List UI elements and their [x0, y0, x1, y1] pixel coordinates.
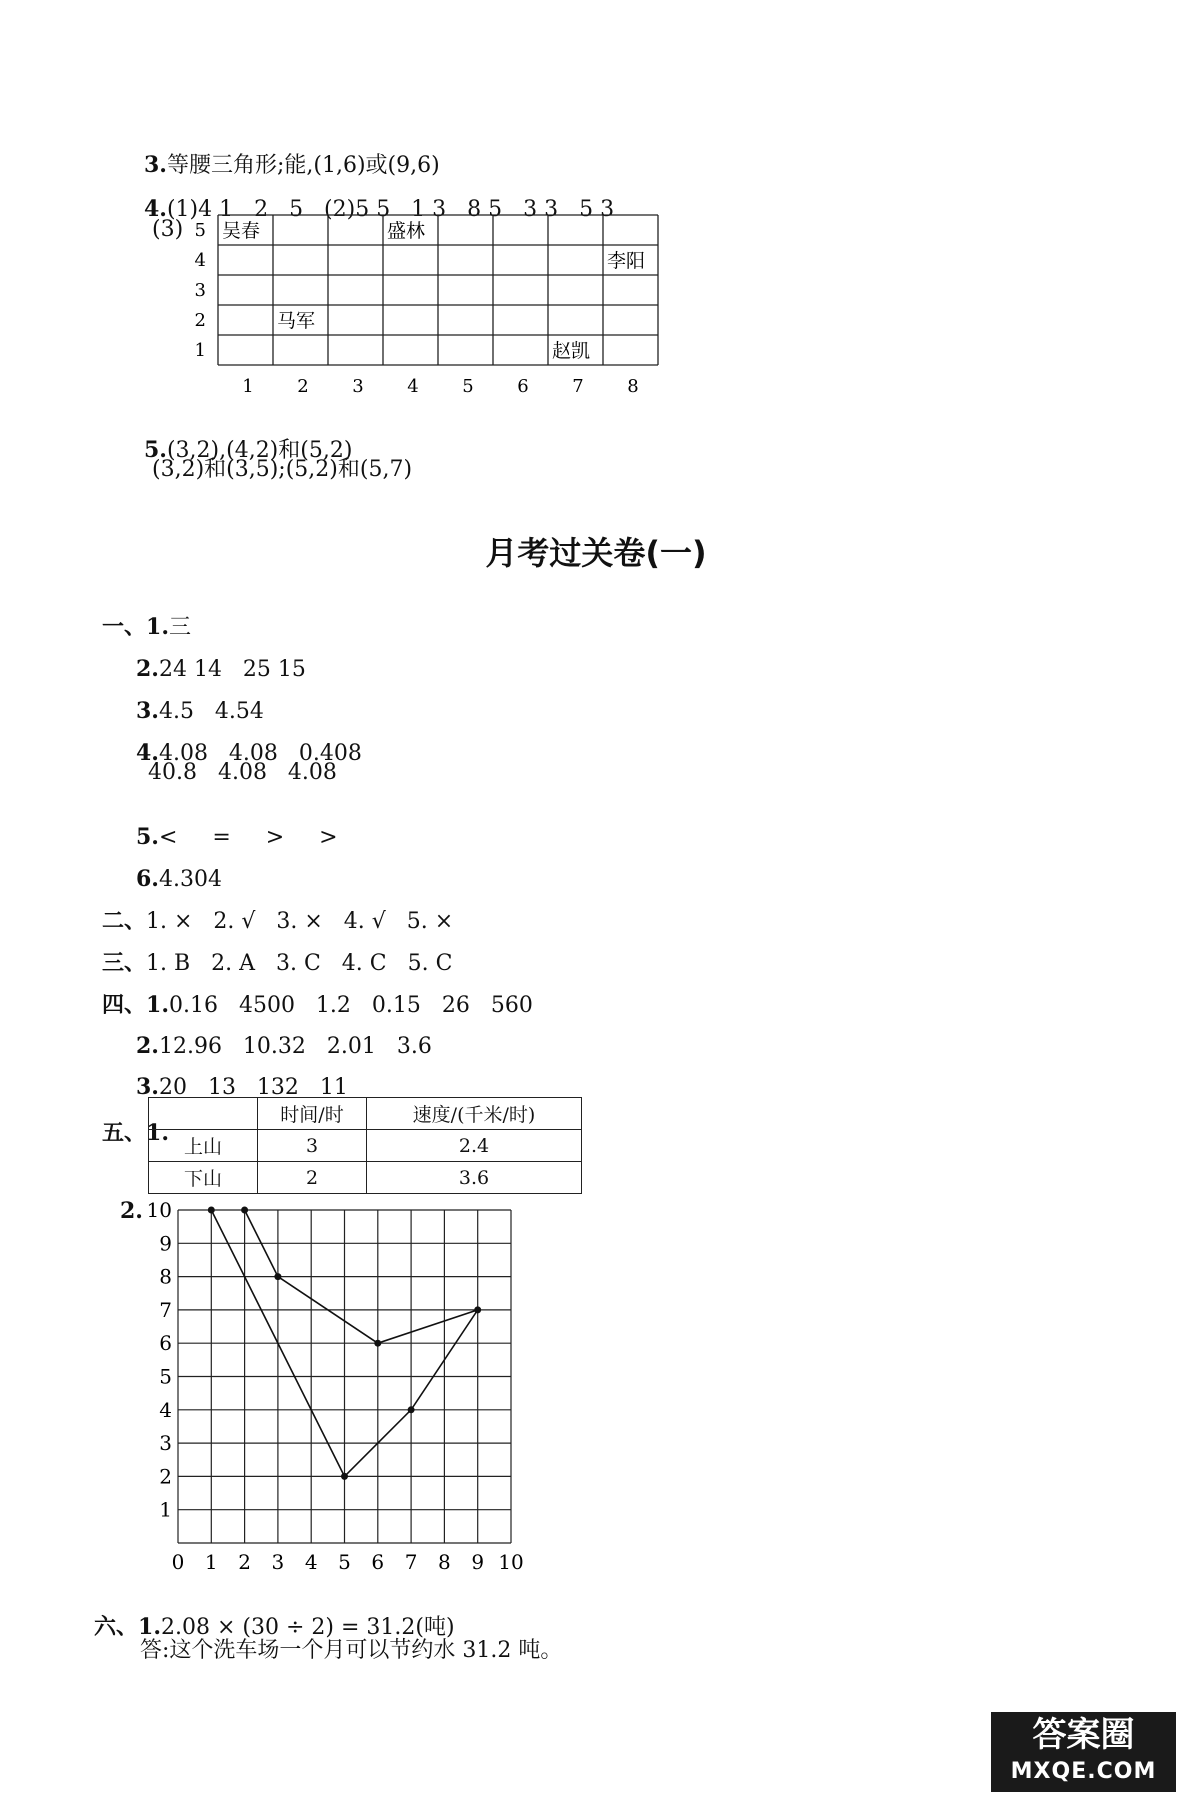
- grid-name: 赵凯: [552, 340, 591, 362]
- row-label: 1: [194, 340, 206, 361]
- x-tick-label: 5: [338, 1550, 351, 1574]
- column-label: 1: [242, 376, 254, 397]
- row-label: 3: [194, 280, 206, 301]
- part2-answers: 二、1. × 2. √ 3. × 4. √ 5. ×: [102, 908, 454, 934]
- answer-prev-q5-line2: (3,2)和(3,5);(5,2)和(5,7): [152, 457, 413, 482]
- grid-name: 李阳: [607, 250, 646, 272]
- x-tick-label: 2: [238, 1550, 251, 1574]
- data-point: [208, 1207, 215, 1214]
- part1-q1: 一、1.三: [102, 614, 191, 640]
- answer-prev-q4: 4.(1)4 1 2 5 (2)5 5 1 3 8 5 3 3 5 3: [144, 196, 615, 222]
- y-tick-label: 7: [159, 1297, 172, 1322]
- table-header-cell: 速度/(千米/时): [367, 1098, 582, 1130]
- data-point: [241, 1207, 248, 1214]
- column-label: 3: [352, 376, 364, 397]
- column-label: 7: [572, 376, 584, 397]
- seat-grid: [0, 0, 1192, 420]
- answer-prev-q3: 3.等腰三角形;能,(1,6)或(9,6): [144, 152, 440, 178]
- watermark-top: 答案圈: [1032, 1715, 1135, 1755]
- x-tick-label: 9: [471, 1550, 485, 1574]
- part4-q2: 2.12.96 10.32 2.01 3.6: [136, 1033, 432, 1059]
- y-tick-label: 6: [159, 1331, 172, 1356]
- table-row: [149, 1098, 582, 1130]
- y-tick-label: 2: [159, 1464, 172, 1489]
- column-label: 6: [517, 376, 529, 397]
- part6-answer: 答:这个洗车场一个月可以节约水 31.2 吨。: [140, 1638, 563, 1663]
- x-tick-label: 6: [371, 1550, 385, 1574]
- x-tick-label: 4: [304, 1550, 318, 1574]
- x-tick-label: 1: [204, 1550, 218, 1574]
- x-tick-label: 10: [498, 1550, 524, 1574]
- table-cell: 上山: [149, 1130, 258, 1162]
- x-tick-label: 8: [438, 1550, 451, 1574]
- answer-prev-q5-line1: 5.(3,2),(4,2)和(5,2): [144, 437, 353, 463]
- column-label: 5: [462, 376, 474, 397]
- coordinate-chart: [0, 1180, 560, 1580]
- y-tick-label: 3: [159, 1431, 172, 1456]
- data-point: [374, 1340, 381, 1347]
- y-tick-label: 4: [159, 1397, 172, 1422]
- row-label: 5: [194, 220, 206, 241]
- part4-q1: 四、1.0.16 4500 1.2 0.15 26 560: [102, 992, 533, 1018]
- table-header-cell: [149, 1098, 258, 1130]
- watermark-bottom: MXQE.COM: [1010, 1759, 1157, 1784]
- row-label: 2: [194, 310, 206, 331]
- data-point: [474, 1306, 481, 1313]
- x-tick-label: 7: [404, 1550, 418, 1574]
- y-tick-label: 9: [159, 1231, 172, 1256]
- column-label: 4: [407, 376, 419, 397]
- watermark-logo: [991, 1712, 1176, 1792]
- table-cell: 下山: [149, 1162, 258, 1194]
- data-point: [341, 1473, 348, 1480]
- y-tick-label: 5: [159, 1364, 172, 1389]
- part5-q1-label: 五、1.: [102, 1120, 169, 1146]
- grid-name: 马军: [277, 310, 316, 332]
- part1-q6: 6.4.304: [136, 866, 222, 892]
- data-point: [274, 1273, 281, 1280]
- exam-title: 月考过关卷(一): [485, 534, 707, 572]
- table-cell: 2: [258, 1162, 367, 1194]
- y-tick-label: 1: [159, 1497, 172, 1522]
- table-row: [149, 1130, 582, 1162]
- part5-q2-label: 2.: [120, 1198, 143, 1224]
- table-cell: 3: [258, 1130, 367, 1162]
- y-tick-label: 8: [159, 1264, 172, 1289]
- x-tick-label: 3: [271, 1550, 285, 1574]
- table-header-cell: 时间/时: [258, 1098, 367, 1130]
- table-cell: 2.4: [367, 1130, 582, 1162]
- part1-q4a: 4.4.08 4.08 0.408: [136, 740, 362, 766]
- part3-answers: 三、1. B 2. A 3. C 4. C 5. C: [102, 950, 453, 976]
- data-point: [408, 1406, 415, 1413]
- y-tick-label: 10: [146, 1198, 172, 1222]
- part1-q3: 3.4.5 4.54: [136, 698, 264, 724]
- part1-q4b: 40.8 4.08 4.08: [148, 760, 337, 785]
- table-cell: 3.6: [367, 1162, 582, 1194]
- grid-name: 吴春: [222, 220, 261, 242]
- column-label: 2: [297, 376, 309, 397]
- grid-name: 盛林: [387, 220, 426, 242]
- part1-q2: 2.24 14 25 15: [136, 656, 306, 682]
- part4-q3: 3.20 13 132 11: [136, 1074, 348, 1100]
- x-tick-label: 0: [171, 1550, 185, 1574]
- part1-q5: 5.< = > >: [136, 824, 338, 850]
- part6-q1: 六、1.2.08 × (30 ÷ 2) = 31.2(吨): [94, 1614, 455, 1640]
- answer-prev-q4-3-label: (3): [152, 217, 184, 242]
- row-label: 4: [194, 250, 206, 271]
- column-label: 8: [627, 376, 639, 397]
